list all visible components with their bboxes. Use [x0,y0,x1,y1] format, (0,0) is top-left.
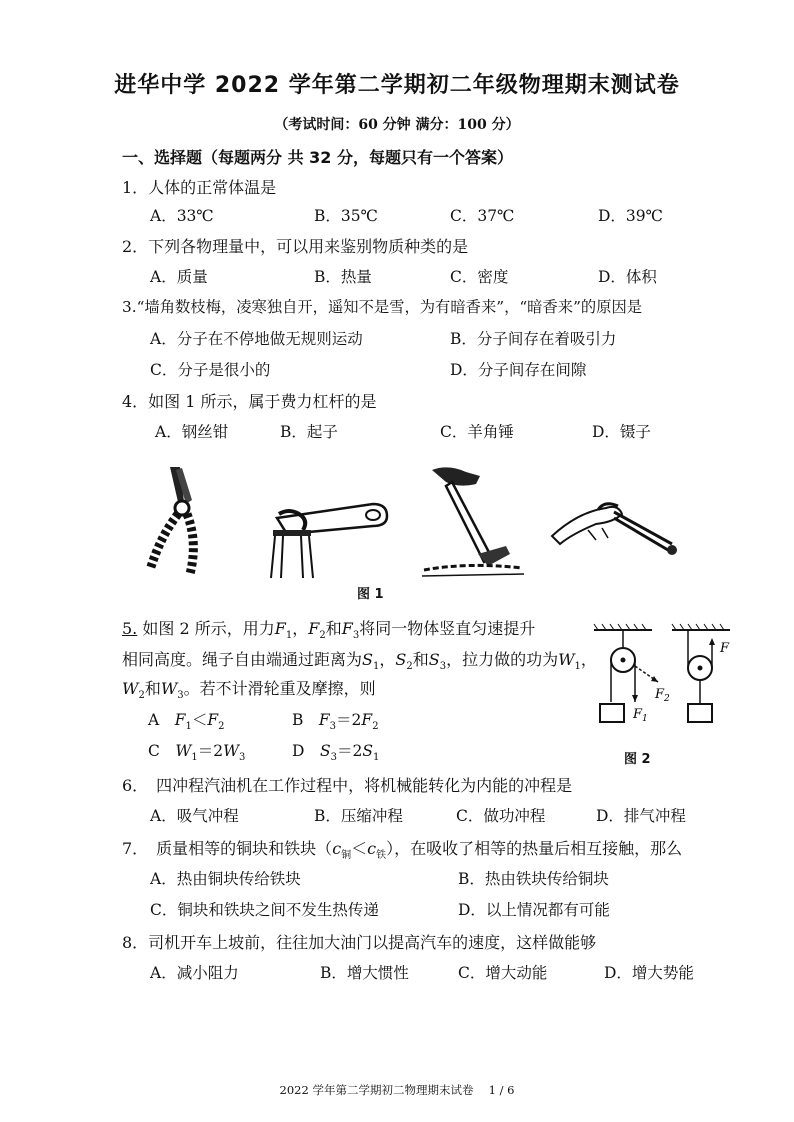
q6-option-d: D．排气冲程 [596,807,686,825]
q2-option-d: D．体积 [598,268,657,286]
question-4-stem: 4．如图 1 所示，属于费力杠杆的是 [122,392,377,411]
q4-option-a: A．钢丝钳 [155,423,229,441]
q1-option-b: B．35℃ [314,207,378,225]
q7-option-b: B．热由铁块传给铜块 [458,870,609,888]
q5-text: 将同一物体竖直匀速提升 [359,619,536,638]
section-heading: 一、选择题（每题两分 共 32 分，每题只有一个答案） [122,148,513,167]
q6-option-b: B．压缩冲程 [314,807,403,825]
q4-option-d: D．镊子 [592,423,651,441]
question-1-stem: 1．人体的正常体温是 [122,178,277,197]
q5-option-a: A $F_1<F_2$ [148,711,225,733]
q7-text: ），在吸收了相等的热量后相互接触，那么 [386,839,683,858]
q3-option-d: D．分子间存在间隙 [450,361,587,379]
exam-subtitle: （考试时间：60 分钟 满分：100 分） [274,117,520,133]
question-3-stem: 3.“墙角数枝梅，凌寒独自开，遥知不是雪，为有暗香来”，“暗香来”的原因是 [122,298,643,316]
q5-option-letter: D [292,742,305,760]
question-5-line-1: 5. 如图 2 所示，用力$F_1$，$F_2$和$F_3$将同一物体竖直匀速提升 [122,619,536,642]
q7-text: 7． 质量相等的铜块和铁块（ [122,839,333,858]
question-5-line-2: 相同高度。绳子自由端通过距离为$S_1$，$S_2$和$S_3$，拉力做的功为$W_1$， [122,650,597,673]
question-7-stem: 7． 质量相等的铜块和铁块$(c_铜<c_铁)$，在吸收了相等的热量后相互接触，那么 [122,839,683,862]
q5-text: 和 [412,650,429,669]
q5-number: 5. [122,619,138,638]
q2-option-b: B．热量 [314,268,372,286]
bottle-opener-illustration [265,490,395,580]
pulley-diagram [592,626,742,746]
q1-option-c: C．37℃ [450,207,515,225]
q5-option-letter: B [292,711,304,729]
q5-option-letter: A [148,711,160,729]
q5-option-d: D $S_3=2S_1$ [292,742,380,764]
pliers-illustration [140,462,220,580]
q6-option-a: A．吸气冲程 [150,807,239,825]
q4-option-c: C．羊角锤 [440,423,514,441]
q5-option-c: C $W_1=2W_3$ [148,742,246,764]
svg-text:F: F [720,641,730,656]
claw-hammer-illustration [418,462,528,582]
page-footer: 2022 学年第二学期初二物理期末试卷 1 / 6 [279,1083,515,1097]
q5-text: 和 [325,619,342,638]
figure-1-caption: 图 1 [357,587,384,602]
q3-option-b: B．分子间存在着吸引力 [450,330,617,348]
q2-option-c: C．密度 [450,268,509,286]
question-6-stem: 6． 四冲程汽油机在工作过程中，将机械能转化为内能的冲程是 [122,776,573,795]
question-2-stem: 2．下列各物理量中，可以用来鉴别物质种类的是 [122,237,469,256]
q5-text: 和 [144,679,161,698]
q5-option-b: B $F_3=2F_2$ [292,711,379,733]
question-5-line-3: $W_2$和$W_3$。若不计滑轮重及摩擦，则 [122,679,376,702]
figure-2-caption: 图 2 [624,752,651,767]
q1-option-a: A．33℃ [150,207,214,225]
exam-title: 进华中学 2022 学年第二学期初二年级物理期末测试卷 [114,73,680,98]
q7-option-d: D．以上情况都有可能 [458,901,610,919]
question-8-stem: 8．司机开车上坡前，往往加大油门以提高汽车的速度，这样做能够 [122,933,597,952]
q2-option-a: A．质量 [150,268,208,286]
q8-option-c: C．增大动能 [458,964,548,982]
q3-option-c: C．分子是很小的 [150,361,271,379]
q1-option-d: D．39℃ [598,207,663,225]
q4-option-b: B．起子 [280,423,338,441]
q8-option-a: A．减小阻力 [150,964,239,982]
svg-text:F2: $F_2$ [655,687,670,704]
tweezers-illustration [548,488,683,568]
q5-text: 相同高度。绳子自由端通过距离为 [122,650,363,669]
q5-option-letter: C [148,742,160,760]
q6-option-c: C．做功冲程 [456,807,546,825]
q3-option-a: A．分子在不停地做无规则运动 [150,330,363,348]
q7-option-a: A．热由铜块传给铁块 [150,870,301,888]
q8-option-b: B．增大惯性 [320,964,409,982]
q8-option-d: D．增大势能 [604,964,694,982]
q7-option-c: C．铜块和铁块之间不发生热传递 [150,901,379,919]
q5-text: ，拉力做的功为 [446,650,559,669]
q5-text: 。若不计滑轮重及摩擦，则 [183,679,376,698]
q5-text: 如图 2 所示，用力 [142,619,275,638]
svg-text:F1: $F_1$ [633,707,648,724]
